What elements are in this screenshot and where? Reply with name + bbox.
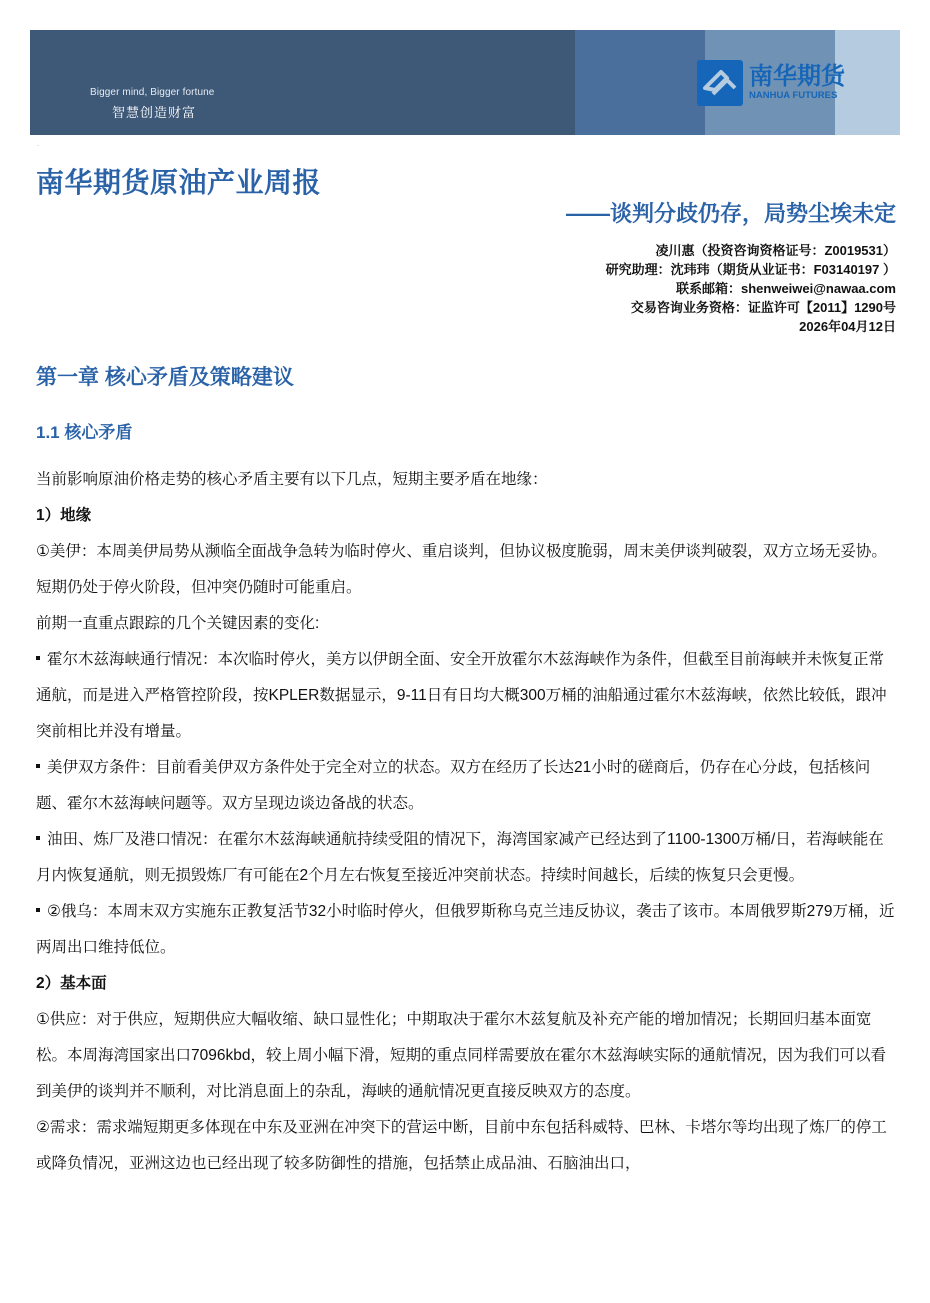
paragraph-supply: ①供应：对于供应，短期供应大幅收缩、缺口显性化；中期取决于霍尔木兹复航及补充产能的增加情况；长期回归基本面宽松。本周海湾国家出口7096kbd，较上周小幅下滑，短期的重点同样需要放在霍尔木兹海峡实际的通航情况，因为我们可以看到美伊的谈判并不顺利，对比消息面上的杂乱，海峡的通航情况更直接反映双方的态度。 [36,1011,886,1100]
logo-mark-icon [697,60,743,106]
bullet-hormuz: 霍尔木兹海峡通行情况：本次临时停火，美方以伊朗全面、安全开放霍尔木兹海峡作为条件，但截至目前海峡并未恢复正常通航，而是进入严格管控阶段，按KPLER数据显示，9-11日有日均大概300万桶的油船通过霍尔木兹海峡，依然比较低，跟冲突前相比并没有增量。 [36,651,887,740]
subheading-fundamentals: 2）基本面 [36,975,107,992]
license-line: 交易咨询业务资格：证监许可【2011】1290号 [630,300,896,315]
report-date: 2026年04月12日 [799,319,896,334]
company-logo [697,30,845,135]
assistant-line: 研究助理：沈玮玮（期货从业证书：F03140197 ） [605,262,896,277]
contact-email: 联系邮箱：shenweiwei@nawaa.com [675,281,896,296]
slogan-chinese: 智慧创造财富 [112,105,197,120]
paragraph-demand: ②需求：需求端短期更多体现在中东及亚洲在冲突下的营运中断，目前中东包括科威特、巴林、卡塔尔等均出现了炼厂的停工或降负情况，亚洲这边也已经出现了较多防御性的措施，包括禁止成品油、石脑油出口， [36,1119,887,1172]
report-title: 南华期货原油产业周报 [36,167,322,198]
subheading-geopolitics: 1）地缘 [36,507,92,524]
page-marker: · [37,143,39,149]
bullet-icon [36,836,40,840]
chapter-heading: 第一章 核心矛盾及策略建议 [36,366,294,389]
logo-name-english: NANHUA FUTURES [749,89,838,101]
bullet-icon [36,764,40,768]
intro-paragraph: 当前影响原油价格走势的核心矛盾主要有以下几点，短期主要矛盾在地缘： [36,471,548,488]
report-body [36,462,898,1182]
paragraph-key-factors: 前期一直重点跟踪的几个关键因素的变化: [36,615,320,632]
bullet-icon [36,656,40,660]
paragraph-us-iran: ①美伊：本周美伊局势从濒临全面战争急转为临时停火、重启谈判，但协议极度脆弱，周末美伊谈判破裂，双方立场无妥协。短期仍处于停火阶段，但冲突仍随时可能重启。 [36,543,887,596]
banner-mid-segment [575,30,705,135]
section-heading: 1.1 核心矛盾 [36,423,133,442]
banner-dark-segment [30,30,575,135]
bullet-conditions: 美伊双方条件：目前看美伊双方条件处于完全对立的状态。双方在经历了长达21小时的磋商后，仍存在心分歧，包括核问题、霍尔木兹海峡问题等。双方呈现边谈边备战的状态。 [36,759,871,812]
slogan-english: Bigger mind, Bigger fortune [90,87,215,98]
analyst-line: 凌川惠（投资咨询资格证号：Z0019531） [655,243,896,258]
bullet-russia-ukraine: ②俄乌：本周末双方实施东正教复活节32小时临时停火，但俄罗斯称乌克兰违反协议，袭击了该市。本周俄罗斯279万桶，近两周出口维持低位。 [36,903,895,956]
bullet-oilfields: 油田、炼厂及港口情况：在霍尔木兹海峡通航持续受阻的情况下，海湾国家减产已经达到了1100-1300万桶/日，若海峡能在月内恢复通航，则无损毁炼厂有可能在2个月左右恢复至接近冲突前状态。持续时间越长，后续的恢复只会更慢。 [36,831,884,884]
report-subtitle: ——谈判分歧仍存，局势尘埃未定 [565,201,896,226]
author-info [606,241,896,336]
logo-name-chinese: 南华期货 [749,62,845,90]
bullet-icon [36,908,40,912]
